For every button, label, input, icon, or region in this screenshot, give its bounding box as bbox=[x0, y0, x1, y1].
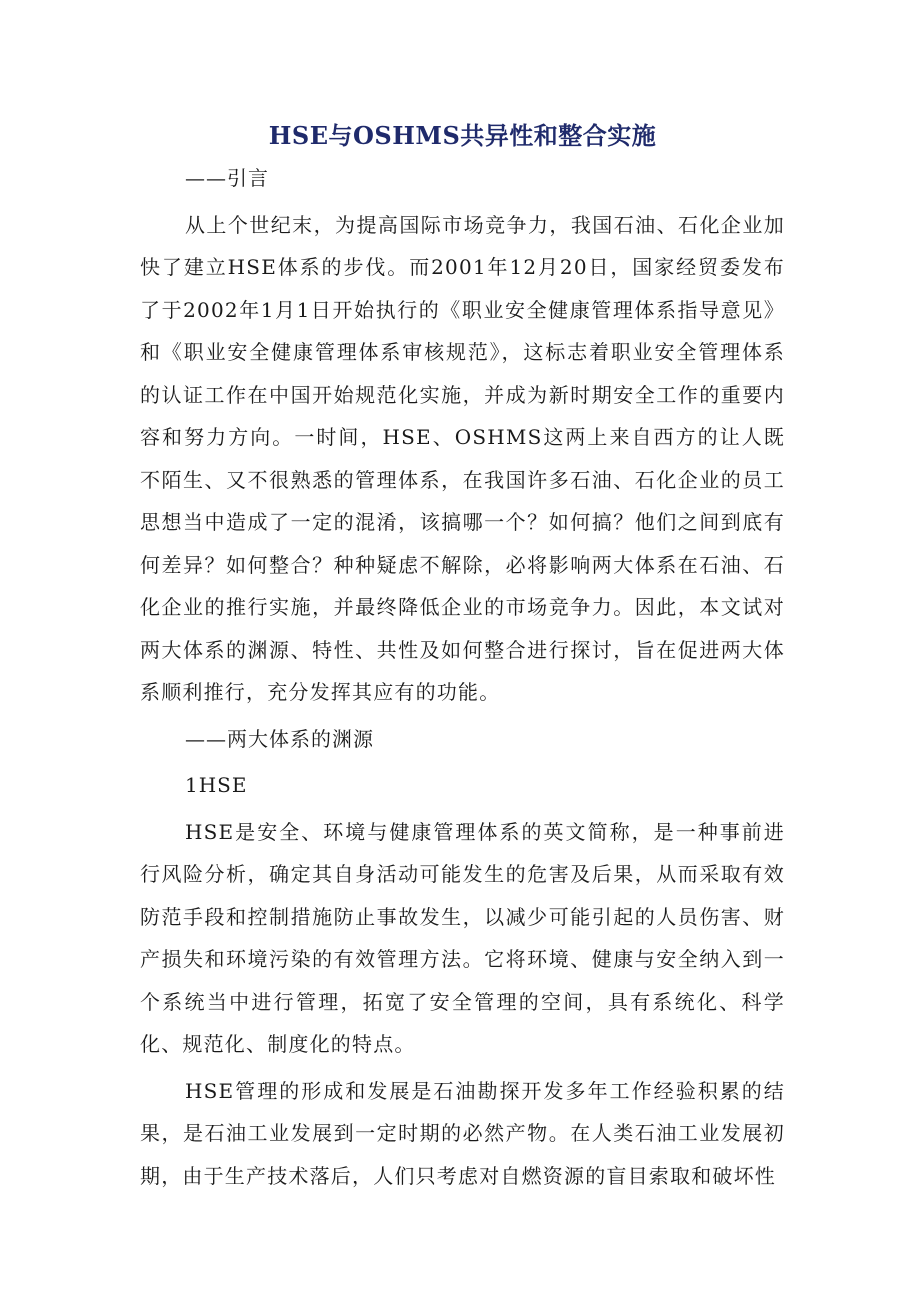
origin-heading: ——两大体系的渊源 bbox=[185, 726, 374, 751]
hse-paragraph-1: HSE是安全、环境与健康管理体系的英文简称，是一种事前进行风险分析，确定其自身活动可能发生的危害及后果，从而采取有效防范手段和控制措施防止事故发生，以减少可能引起的人员伤害、财产损失和环境污染的有效管理方法。它将环境、健康与安全纳入到一个系统当中进行管理，拓宽了安全管理的空间，具有系统化、科学化、规范化、制度化的特点。 bbox=[140, 819, 785, 1056]
intro-heading: ——引言 bbox=[185, 166, 269, 190]
hse-paragraph-2: HSE管理的形成和发展是石油勘探开发多年工作经验积累的结果，是石油工业发展到一定时期的必然产物。在人类石油工业发展初期，由于生产技术落后，人们只考虑对自燃资源的盲目索取和破坏性 bbox=[140, 1078, 785, 1188]
section-heading-hse: 1HSE bbox=[185, 773, 248, 797]
document-page bbox=[140, 115, 785, 1197]
document-title: HSE与OSHMS共异性和整合实施 bbox=[268, 121, 657, 150]
intro-paragraph: 从上个世纪末，为提高国际市场竞争力，我国石油、石化企业加快了建立HSE体系的步伐。而2001年12月20日，国家经贸委发布了于2002年1月1日开始执行的《职业安全健康管理体系指导意见》和《职业安全健康管理体系审核规范》，这标志着职业安全管理体系的认证工作在中国开始规范化实施，并成为新时期安全工作的重要内容和努力方向。一时间，HSE、OSHMS这两上来自西方的让人既不陌生、又不很熟悉的管理体系，在我国许多石油、石化企业的员工思想当中造成了一定的混淆，该搞哪一个？如何搞？他们之间到底有何差异？如何整合？种种疑虑不解除，必将影响两大体系在石油、石化企业的推行实施，并最终降低企业的市场竞争力。因此，本文试对两大体系的渊源、特性、共性及如何整合进行探讨，旨在促进两大体系顺利推行，充分发挥其应有的功能。 bbox=[140, 212, 785, 704]
